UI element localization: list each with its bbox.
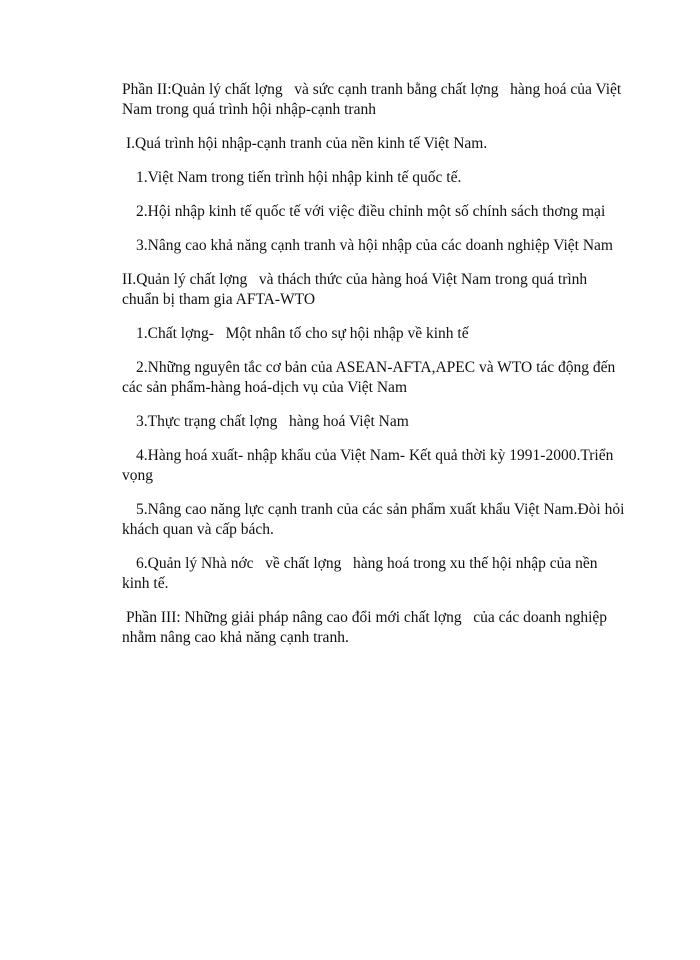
part-three-heading: Phần III: Những giải pháp nâng cao đổi mới chất lợng của các doanh nghiệp nhằm nâng cao khả năng cạnh tranh. bbox=[122, 609, 611, 646]
list-item: 6.Quản lý Nhà nớc về chất lợng hàng hoá trong xu thế hội nhập của nền kinh tế. bbox=[122, 555, 602, 592]
list-item: 5.Nâng cao năng lực cạnh tranh của các sản phẩm xuất khẩu Việt Nam.Đòi hỏi khách quan và cấp bách. bbox=[122, 501, 629, 538]
list-item: 3.Nâng cao khả năng cạnh tranh và hội nhập của các doanh nghiệp Việt Nam bbox=[136, 237, 613, 254]
section-two-heading: II.Quản lý chất lợng và thách thức của hàng hoá Việt Nam trong quá trình chuẩn bị tham gia AFTA-WTO bbox=[122, 271, 592, 308]
part-two-heading: Phần II:Quản lý chất lợng và sức cạnh tranh bằng chất lợng hàng hoá của Việt Nam trong quá trình hội nhập-cạnh tranh bbox=[122, 81, 626, 118]
list-item: 1.Việt Nam trong tiến trình hội nhập kinh tế quốc tế. bbox=[136, 169, 462, 186]
list-item: 4.Hàng hoá xuất- nhập khẩu của Việt Nam- Kết quả thời kỳ 1991-2000.Triển vọng bbox=[122, 447, 618, 484]
section-one-heading: I.Quá trình hội nhập-cạnh tranh của nền kinh tế Việt Nam. bbox=[126, 135, 488, 152]
list-item: 2.Hội nhập kinh tế quốc tế với việc điều chỉnh một số chính sách thơng mại bbox=[136, 203, 606, 220]
list-item: 3.Thực trạng chất lợng hàng hoá Việt Nam bbox=[136, 413, 409, 430]
document-body bbox=[122, 80, 627, 662]
list-item: 1.Chất lợng- Một nhân tố cho sự hội nhập về kinh tế bbox=[136, 325, 469, 342]
list-item: 2.Những nguyên tắc cơ bản của ASEAN-AFTA,APEC và WTO tác động đến các sản phẩm-hàng hoá-dịch vụ của Việt Nam bbox=[122, 359, 620, 396]
